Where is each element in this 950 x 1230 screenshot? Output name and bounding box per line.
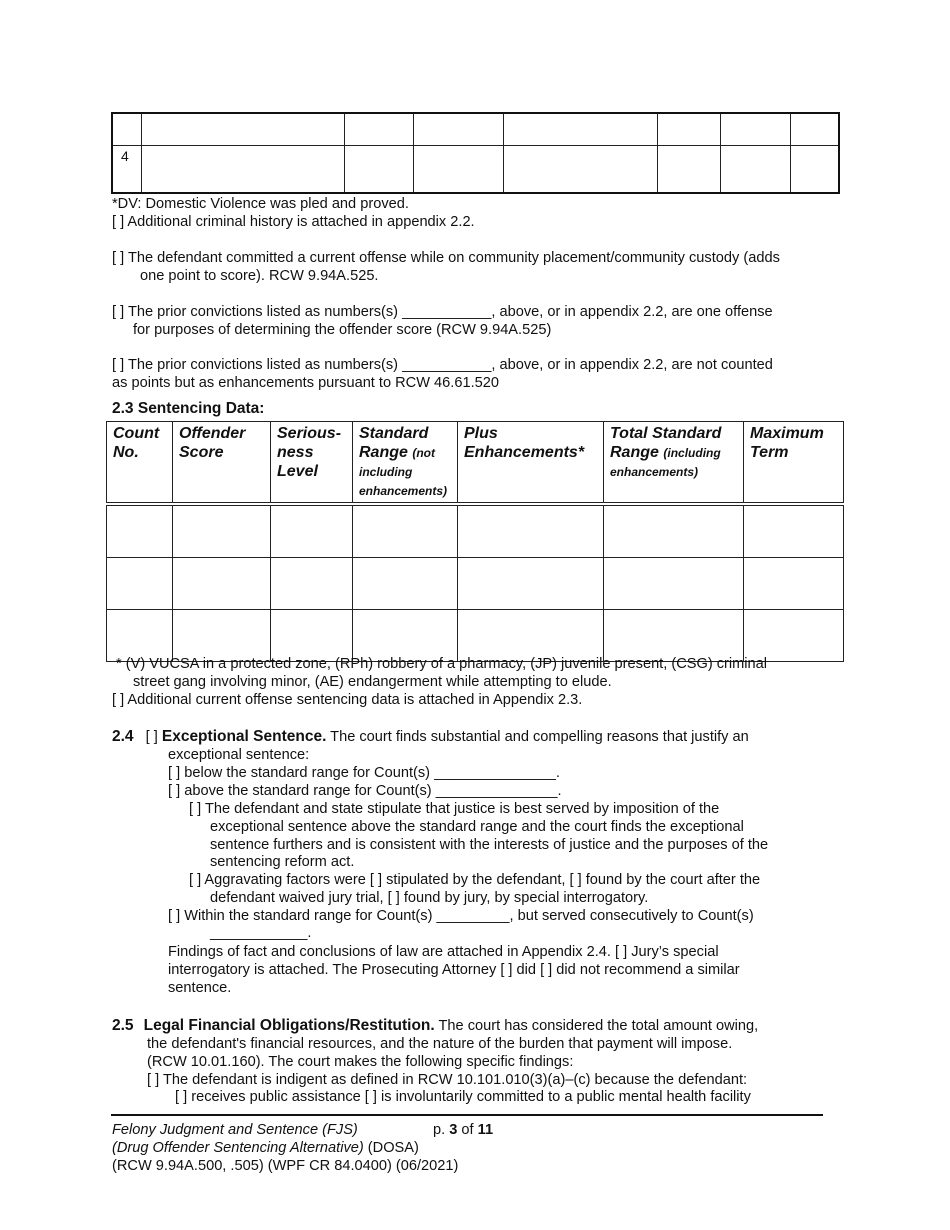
cell[interactable] (720, 145, 790, 193)
cell[interactable] (353, 504, 458, 558)
criminal-history-row (112, 145, 839, 193)
cell[interactable] (141, 145, 344, 193)
findings-text: sentence. (168, 980, 232, 996)
section-number: 2.5 (112, 1017, 134, 1034)
sentencing-header-row (107, 422, 844, 505)
one-offense-checkbox-line[interactable]: [ ] The prior convictions listed as numbers(s) ___________, above, or in appendix 2.2, are one offense (112, 304, 773, 320)
within-range-blank[interactable]: ____________. (210, 925, 312, 941)
cell[interactable] (107, 504, 173, 558)
cell[interactable] (173, 558, 271, 610)
section-2-3-heading: 2.3 Sentencing Data: (112, 400, 265, 417)
cell[interactable] (353, 558, 458, 610)
sentencing-row (107, 610, 844, 662)
not-counted-text: as points but as enhancements pursuant to RCW 46.61.520 (112, 375, 499, 391)
indigent-checkbox-line[interactable]: [ ] The defendant is indigent as defined in RCW 10.101.010(3)(a)–(c) because the defendant: (147, 1072, 748, 1088)
section-title: Legal Financial Obligations/Restitution. (143, 1017, 435, 1034)
column-header-standard-range: Standard Range (not including enhancements) (353, 422, 458, 505)
section-2-4-heading (112, 728, 749, 746)
cell[interactable] (657, 145, 720, 193)
section-intro-cont: (RCW 10.01.160). The court makes the following specific findings: (147, 1054, 574, 1070)
cell[interactable] (604, 610, 744, 662)
aggravating-factors-text[interactable]: defendant waived jury trial, [ ] found by jury, by special interrogatory. (210, 890, 649, 906)
footer-form-title (112, 1121, 358, 1139)
section-number: 2.4 (112, 728, 134, 745)
enhancements-footnote: * (V) VUCSA in a protected zone, (RPh) robbery of a pharmacy, (JP) juvenile present, (CSG) criminal (116, 656, 768, 672)
cell[interactable] (503, 113, 657, 145)
cell[interactable] (107, 610, 173, 662)
cell[interactable] (790, 145, 839, 193)
sentencing-row (107, 558, 844, 610)
cell[interactable] (657, 113, 720, 145)
footer-divider (111, 1114, 823, 1116)
cell[interactable] (344, 145, 413, 193)
form-title: Felony Judgment and Sentence (FJS) (112, 1122, 358, 1138)
below-range-checkbox-line[interactable]: [ ] below the standard range for Count(s) _______________. (168, 765, 560, 781)
above-range-checkbox-line[interactable]: [ ] above the standard range for Count(s) _______________. (168, 783, 562, 799)
stipulation-text: exceptional sentence above the standard range and the court finds the exceptional (210, 819, 744, 835)
cell[interactable] (173, 610, 271, 662)
findings-text[interactable]: Findings of fact and conclusions of law are attached in Appendix 2.4. [ ] Jury’s special (168, 944, 719, 960)
cell[interactable] (744, 504, 844, 558)
cell[interactable] (744, 558, 844, 610)
cell[interactable] (413, 113, 503, 145)
cell[interactable] (271, 610, 353, 662)
additional-history-checkbox-line[interactable]: [ ] Additional criminal history is attached in appendix 2.2. (112, 214, 475, 230)
cell[interactable] (503, 145, 657, 193)
criminal-history-row (112, 113, 839, 145)
page-indicator: p. 3 of 11 (433, 1122, 494, 1138)
sentencing-data-table (106, 421, 844, 662)
within-range-checkbox-line[interactable]: [ ] Within the standard range for Count(s) _________, but served consecutively to Count(s) (168, 908, 754, 924)
section-intro: The court has considered the total amount owing, (434, 1018, 759, 1034)
cell[interactable] (458, 504, 604, 558)
aggravating-factors-checkbox-line[interactable]: [ ] Aggravating factors were [ ] stipulated by the defendant, [ ] found by the court after the (189, 872, 761, 888)
community-custody-text: one point to score). RCW 9.94A.525. (140, 268, 379, 284)
additional-data-checkbox-line[interactable]: [ ] Additional current offense sentencing data is attached in Appendix 2.3. (112, 692, 583, 708)
not-counted-checkbox-line[interactable]: [ ] The prior convictions listed as numbers(s) ___________, above, or in appendix 2.2, are not counted (112, 357, 773, 373)
sentencing-row (107, 504, 844, 558)
cell[interactable] (744, 610, 844, 662)
criminal-history-table (111, 112, 840, 194)
stipulation-text: sentence furthers and is consistent with the interests of justice and the purposes of the (210, 837, 769, 853)
cell[interactable] (720, 113, 790, 145)
cell[interactable] (107, 558, 173, 610)
exceptional-sentence-checkbox[interactable]: [ ] (145, 729, 158, 745)
section-intro: The court finds substantial and compelling reasons that justify an (326, 729, 749, 745)
cell[interactable] (604, 558, 744, 610)
cell[interactable] (173, 504, 271, 558)
section-intro-cont: the defendant's financial resources, and the nature of the burden that payment will impose. (147, 1036, 733, 1052)
cell[interactable] (458, 558, 604, 610)
column-header-offender-score: Offender Score (173, 422, 271, 505)
section-title: Exceptional Sentence. (161, 728, 327, 745)
stipulation-checkbox-line[interactable]: [ ] The defendant and state stipulate that justice is best served by imposition of the (189, 801, 720, 817)
stipulation-text: sentencing reform act. (210, 854, 355, 870)
one-offense-text: for purposes of determining the offender score (RCW 9.94A.525) (133, 322, 552, 338)
cell[interactable] (604, 504, 744, 558)
column-header-maximum-term: Maximum Term (744, 422, 844, 505)
indigent-reasons-line[interactable]: [ ] receives public assistance [ ] is involuntarily committed to a public mental health facility (175, 1089, 751, 1105)
cell[interactable] (271, 504, 353, 558)
cell[interactable] (458, 610, 604, 662)
cell[interactable] (353, 610, 458, 662)
section-intro-cont: exceptional sentence: (168, 747, 310, 763)
enhancements-footnote-cont: street gang involving minor, (AE) endangerment while attempting to elude. (133, 674, 612, 690)
community-custody-checkbox-line[interactable]: [ ] The defendant committed a current offense while on community placement/community custody (adds (112, 250, 780, 266)
column-header-plus-enhancements: Plus Enhancements* (458, 422, 604, 505)
footer-citation: (RCW 9.94A.500, .505) (WPF CR 84.0400) (06/2021) (112, 1158, 459, 1174)
footer-subtitle: (Drug Offender Sentencing Alternative) (DOSA) (112, 1140, 419, 1156)
cell[interactable] (271, 558, 353, 610)
column-header-count-no: Count No. (107, 422, 173, 505)
cell[interactable] (141, 113, 344, 145)
row-number-cell: 4 (112, 145, 141, 193)
column-header-total-standard-range: Total Standard Range (including enhancements) (604, 422, 744, 505)
section-2-5-heading (112, 1017, 758, 1035)
cell[interactable] (344, 113, 413, 145)
cell[interactable] (790, 113, 839, 145)
cell[interactable] (413, 145, 503, 193)
row-number-cell (112, 113, 141, 145)
dv-note: *DV: Domestic Violence was pled and proved. (112, 196, 409, 212)
column-header-seriousness-level: Serious-ness Level (271, 422, 353, 505)
findings-text[interactable]: interrogatory is attached. The Prosecuting Attorney [ ] did [ ] did not recommend a similar (168, 962, 740, 978)
